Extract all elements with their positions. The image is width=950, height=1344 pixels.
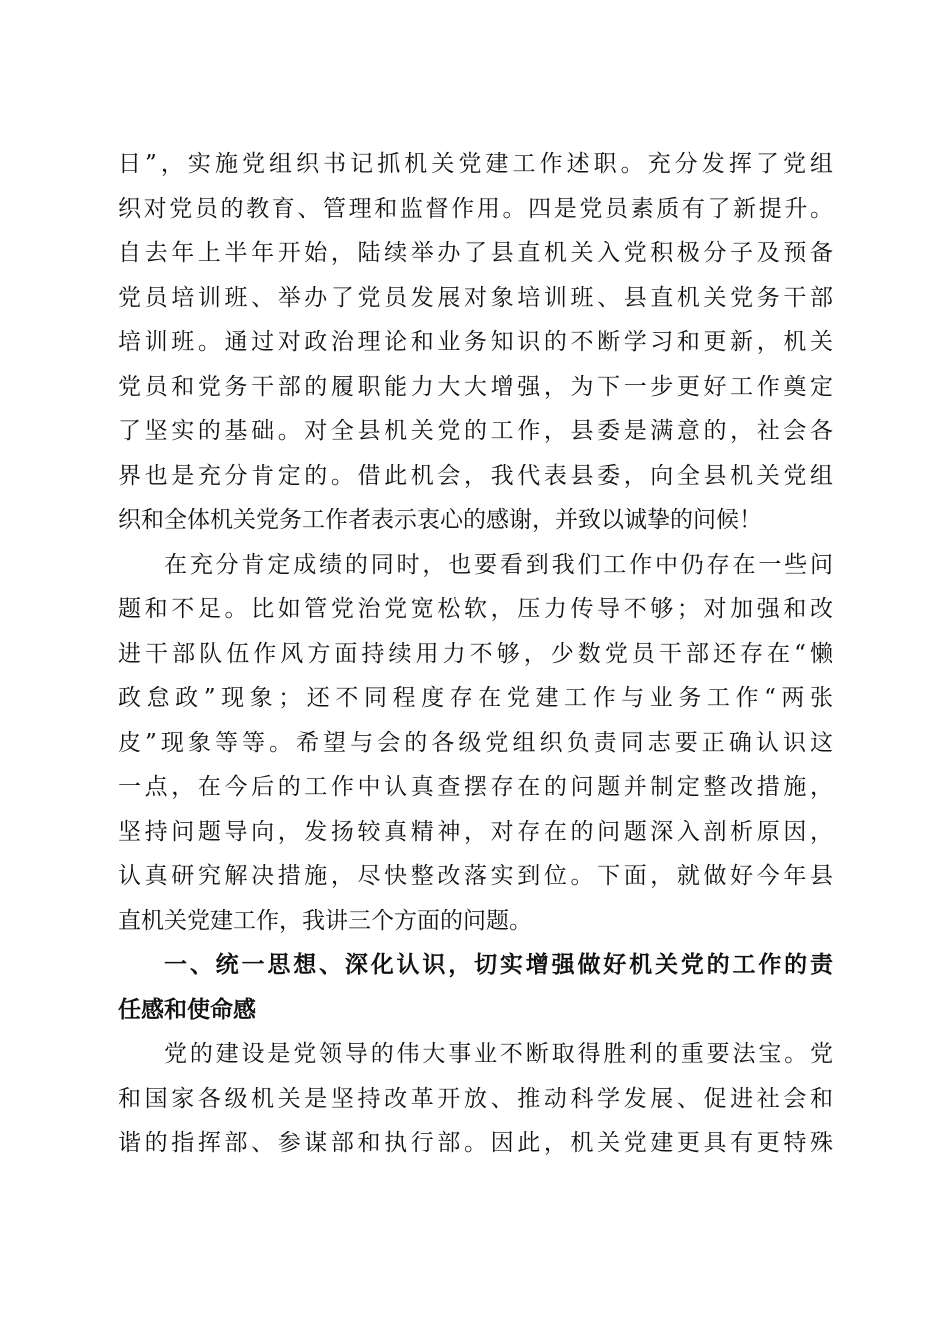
paragraph-1-line-9: 织和全体机关党务工作者表示衷心的感谢，并致以诚挚的问候！	[118, 507, 762, 533]
paragraph-3-line-1: 党的建设是党领导的伟大事业不断取得胜利的重要法宝。党	[164, 1041, 833, 1067]
paragraph-2-line-5: 皮”现象等等。希望与会的各级党组织负责同志要正确认识这	[118, 729, 833, 756]
section-heading-line-2: 任感和使命感	[118, 996, 256, 1023]
paragraph-3-line-3: 谐的指挥部、参谋部和执行部。因此，机关党建更具有更特殊	[118, 1130, 833, 1156]
paragraph-1-line-6: 党员和党务干部的履职能力大大增强，为下一步更好工作奠定	[118, 373, 833, 400]
paragraph-2-line-9: 直机关党建工作，我讲三个方面的问题。	[118, 907, 532, 934]
paragraph-2-line-8: 认真研究解决措施，尽快整改落实到位。下面，就做好今年县	[118, 863, 833, 889]
document-body	[118, 142, 833, 1166]
paragraph-2-line-4: 政怠政”现象；还不同程度存在党建工作与业务工作“两张	[118, 685, 833, 711]
paragraph-2-line-3: 进干部队伍作风方面持续用力不够，少数党员干部还存在“懒	[118, 640, 833, 667]
paragraph-1-line-4: 党员培训班、举办了党员发展对象培训班、县直机关党务干部	[118, 284, 833, 311]
paragraph-1-line-1: 日”，实施党组织书记抓机关党建工作述职。充分发挥了党组	[118, 151, 833, 177]
paragraph-2-line-2: 题和不足。比如管党治党宽松软，压力传导不够；对加强和改	[118, 596, 833, 622]
paragraph-2-line-1: 在充分肯定成绩的同时，也要看到我们工作中仍存在一些问	[164, 551, 833, 578]
paragraph-1-line-7: 了坚实的基础。对全县机关党的工作，县委是满意的，社会各	[118, 418, 833, 444]
paragraph-2-line-6: 一点，在今后的工作中认真查摆存在的问题并制定整改措施，	[118, 774, 833, 800]
paragraph-3-line-2: 和国家各级机关是坚持改革开放、推动科学发展、促进社会和	[118, 1085, 833, 1112]
paragraph-1-line-8: 界也是充分肯定的。借此机会，我代表县委，向全县机关党组	[118, 462, 833, 489]
paragraph-1-line-3: 自去年上半年开始，陆续举办了县直机关入党积极分子及预备	[118, 240, 833, 266]
section-heading-line-1: 一、统一思想、深化认识，切实增强做好机关党的工作的责	[164, 952, 833, 978]
paragraph-2-line-7: 坚持问题导向，发扬较真精神，对存在的问题深入剖析原因，	[118, 818, 833, 845]
paragraph-1-line-2: 织对党员的教育、管理和监督作用。四是党员素质有了新提升。	[118, 195, 833, 222]
paragraph-1-line-5: 培训班。通过对政治理论和业务知识的不断学习和更新，机关	[118, 329, 833, 355]
